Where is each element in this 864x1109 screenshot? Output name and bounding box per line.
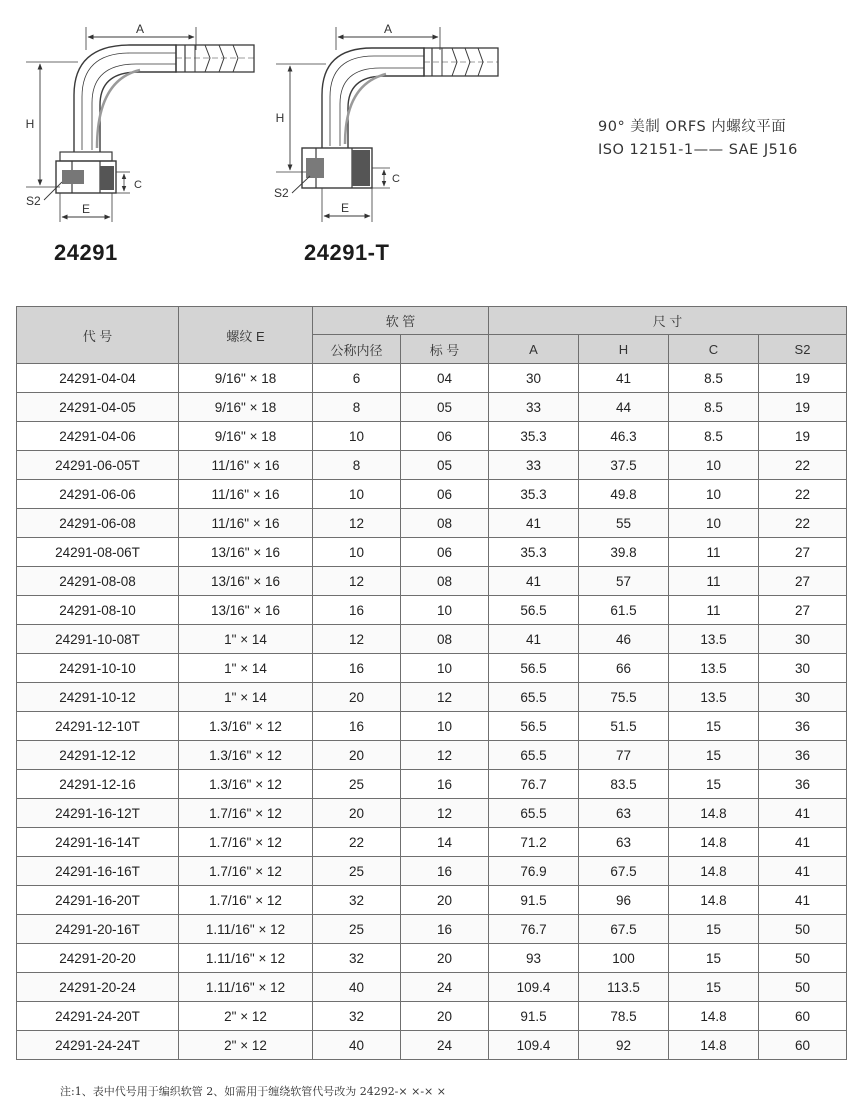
cell-a: 35.3 [489,538,579,567]
cell-s2: 41 [759,886,847,915]
cell-c: 15 [669,712,759,741]
figure-label-24291-T: 24291-T [304,240,390,265]
cell-hose-mark: 24 [401,1031,489,1060]
cell-s2: 36 [759,770,847,799]
cell-thread: 13/16" × 16 [179,538,313,567]
cell-thread: 1.3/16" × 12 [179,741,313,770]
cell-s2: 41 [759,799,847,828]
cell-thread: 1" × 14 [179,683,313,712]
cell-code: 24291-20-20 [17,944,179,973]
cell-h: 100 [579,944,669,973]
table-row [17,1002,847,1031]
cell-c: 11 [669,538,759,567]
fitting-drawing-24291 [26,27,254,222]
cell-s2: 41 [759,857,847,886]
table-row [17,944,847,973]
cell-code: 24291-16-12T [17,799,179,828]
cell-hose-dn: 10 [313,538,401,567]
dim-a-label-t: A [383,22,393,36]
cell-s2: 30 [759,683,847,712]
cell-hose-mark: 04 [401,364,489,393]
cell-s2: 41 [759,828,847,857]
cell-s2: 22 [759,451,847,480]
table-row [17,857,847,886]
cell-h: 51.5 [579,712,669,741]
cell-thread: 1.11/16" × 12 [179,915,313,944]
header-dimensions: 尺 寸 [489,307,847,335]
cell-hose-mark: 16 [401,857,489,886]
cell-code: 24291-06-06 [17,480,179,509]
cell-code: 24291-04-05 [17,393,179,422]
header-c: C [669,335,759,364]
cell-a: 76.9 [489,857,579,886]
cell-code: 24291-16-20T [17,886,179,915]
cell-hose-dn: 12 [313,567,401,596]
cell-thread: 1.11/16" × 12 [179,973,313,1002]
cell-a: 71.2 [489,828,579,857]
cell-a: 65.5 [489,741,579,770]
cell-hose-dn: 8 [313,451,401,480]
cell-a: 56.5 [489,596,579,625]
cell-thread: 1.7/16" × 12 [179,857,313,886]
cell-code: 24291-24-20T [17,1002,179,1031]
table-row [17,509,847,538]
table-row [17,770,847,799]
cell-hose-mark: 05 [401,393,489,422]
cell-s2: 30 [759,654,847,683]
cell-h: 39.8 [579,538,669,567]
cell-hose-dn: 40 [313,1031,401,1060]
cell-hose-dn: 20 [313,799,401,828]
cell-h: 66 [579,654,669,683]
cell-hose-dn: 32 [313,1002,401,1031]
table-row [17,451,847,480]
cell-hose-dn: 32 [313,886,401,915]
cell-s2: 19 [759,364,847,393]
cell-hose-mark: 20 [401,944,489,973]
cell-hose-mark: 08 [401,567,489,596]
cell-c: 8.5 [669,422,759,451]
cell-h: 46.3 [579,422,669,451]
dim-c-label-t: C [392,173,400,185]
cell-a: 33 [489,451,579,480]
cell-s2: 19 [759,422,847,451]
cell-hose-dn: 10 [313,480,401,509]
dimensions-table [16,306,847,1060]
cell-thread: 2" × 12 [179,1002,313,1031]
dim-h-label-t: H [275,111,285,125]
header-a: A [489,335,579,364]
cell-code: 24291-16-14T [17,828,179,857]
cell-thread: 1.7/16" × 12 [179,799,313,828]
cell-c: 15 [669,944,759,973]
cell-hose-dn: 12 [313,509,401,538]
cell-c: 11 [669,567,759,596]
cell-a: 35.3 [489,422,579,451]
cell-hose-dn: 6 [313,364,401,393]
cell-thread: 1.7/16" × 12 [179,886,313,915]
header-hose-dn: 公称内径 [313,335,401,364]
cell-code: 24291-12-10T [17,712,179,741]
cell-h: 67.5 [579,857,669,886]
cell-hose-dn: 22 [313,828,401,857]
cell-h: 41 [579,364,669,393]
cell-a: 56.5 [489,654,579,683]
cell-h: 55 [579,509,669,538]
footnote: 注:1、表中代号用于编织软管 2、如需用于缠绕软管代号改为 24292-× ×-× × [60,1085,446,1098]
cell-thread: 1.3/16" × 12 [179,712,313,741]
cell-a: 65.5 [489,799,579,828]
cell-a: 41 [489,567,579,596]
cell-thread: 13/16" × 16 [179,596,313,625]
cell-c: 15 [669,915,759,944]
cell-s2: 27 [759,567,847,596]
cell-c: 8.5 [669,393,759,422]
cell-h: 49.8 [579,480,669,509]
dim-c-label: C [134,179,142,191]
cell-hose-mark: 05 [401,451,489,480]
dim-s2-label-t: S2 [274,186,289,200]
cell-hose-mark: 20 [401,1002,489,1031]
cell-c: 15 [669,973,759,1002]
cell-a: 41 [489,625,579,654]
cell-s2: 60 [759,1002,847,1031]
table-body [17,364,847,1060]
cell-h: 46 [579,625,669,654]
cell-hose-mark: 10 [401,596,489,625]
cell-hose-mark: 24 [401,973,489,1002]
cell-a: 65.5 [489,683,579,712]
spec-line-2: ISO 12151-1—— SAE J516 [598,142,798,158]
cell-s2: 22 [759,480,847,509]
cell-thread: 1.7/16" × 12 [179,828,313,857]
cell-h: 75.5 [579,683,669,712]
cell-h: 92 [579,1031,669,1060]
cell-a: 35.3 [489,480,579,509]
cell-hose-dn: 25 [313,770,401,799]
cell-c: 14.8 [669,1031,759,1060]
cell-thread: 1.11/16" × 12 [179,944,313,973]
cell-hose-mark: 14 [401,828,489,857]
cell-s2: 50 [759,915,847,944]
cell-c: 15 [669,741,759,770]
cell-hose-mark: 06 [401,422,489,451]
dim-a-label: A [135,22,145,36]
cell-hose-dn: 10 [313,422,401,451]
cell-hose-dn: 12 [313,625,401,654]
header-thread: 螺纹 E [179,307,313,364]
header-hose-mark: 标 号 [401,335,489,364]
dim-e-label-t: E [340,201,350,215]
cell-code: 24291-06-05T [17,451,179,480]
cell-hose-mark: 12 [401,741,489,770]
figure-label-24291: 24291 [54,240,118,265]
cell-thread: 9/16" × 18 [179,422,313,451]
table-row [17,828,847,857]
cell-hose-mark: 10 [401,654,489,683]
cell-hose-dn: 25 [313,915,401,944]
cell-a: 91.5 [489,886,579,915]
table-row [17,712,847,741]
cell-hose-dn: 20 [313,683,401,712]
dim-h-label: H [25,117,35,131]
cell-thread: 11/16" × 16 [179,509,313,538]
cell-h: 67.5 [579,915,669,944]
cell-h: 78.5 [579,1002,669,1031]
cell-thread: 1" × 14 [179,654,313,683]
cell-s2: 60 [759,1031,847,1060]
cell-h: 83.5 [579,770,669,799]
cell-a: 93 [489,944,579,973]
cell-thread: 9/16" × 18 [179,364,313,393]
cell-thread: 1.3/16" × 12 [179,770,313,799]
cell-hose-dn: 16 [313,596,401,625]
cell-code: 24291-10-12 [17,683,179,712]
header-s2: S2 [759,335,847,364]
cell-thread: 9/16" × 18 [179,393,313,422]
cell-c: 10 [669,451,759,480]
cell-c: 10 [669,509,759,538]
cell-h: 77 [579,741,669,770]
cell-hose-dn: 25 [313,857,401,886]
table-row [17,886,847,915]
cell-h: 44 [579,393,669,422]
cell-h: 96 [579,886,669,915]
cell-s2: 22 [759,509,847,538]
table-row [17,625,847,654]
cell-hose-mark: 16 [401,915,489,944]
cell-c: 14.8 [669,886,759,915]
cell-hose-mark: 08 [401,625,489,654]
cell-c: 8.5 [669,364,759,393]
cell-c: 13.5 [669,683,759,712]
cell-code: 24291-20-16T [17,915,179,944]
cell-hose-mark: 08 [401,509,489,538]
cell-a: 30 [489,364,579,393]
table-row [17,567,847,596]
cell-hose-mark: 16 [401,770,489,799]
cell-thread: 11/16" × 16 [179,451,313,480]
table-row [17,422,847,451]
cell-code: 24291-08-06T [17,538,179,567]
cell-hose-dn: 8 [313,393,401,422]
cell-code: 24291-08-08 [17,567,179,596]
cell-a: 109.4 [489,973,579,1002]
cell-a: 33 [489,393,579,422]
cell-hose-mark: 12 [401,683,489,712]
cell-a: 76.7 [489,915,579,944]
table-row [17,654,847,683]
cell-c: 14.8 [669,828,759,857]
table-row [17,973,847,1002]
cell-a: 109.4 [489,1031,579,1060]
cell-code: 24291-16-16T [17,857,179,886]
cell-code: 24291-20-24 [17,973,179,1002]
cell-code: 24291-08-10 [17,596,179,625]
cell-a: 76.7 [489,770,579,799]
cell-hose-mark: 06 [401,538,489,567]
cell-c: 10 [669,480,759,509]
cell-hose-dn: 16 [313,712,401,741]
cell-code: 24291-10-08T [17,625,179,654]
cell-a: 41 [489,509,579,538]
cell-thread: 13/16" × 16 [179,567,313,596]
cell-c: 15 [669,770,759,799]
header-code: 代 号 [17,307,179,364]
cell-h: 113.5 [579,973,669,1002]
cell-c: 13.5 [669,625,759,654]
table-row [17,741,847,770]
cell-h: 57 [579,567,669,596]
cell-s2: 30 [759,625,847,654]
cell-s2: 27 [759,538,847,567]
cell-c: 13.5 [669,654,759,683]
cell-code: 24291-10-10 [17,654,179,683]
cell-code: 24291-04-06 [17,422,179,451]
cell-a: 91.5 [489,1002,579,1031]
cell-code: 24291-06-08 [17,509,179,538]
table-row [17,799,847,828]
cell-h: 37.5 [579,451,669,480]
table-row [17,683,847,712]
cell-c: 11 [669,596,759,625]
cell-c: 14.8 [669,1002,759,1031]
cell-code: 24291-24-24T [17,1031,179,1060]
cell-hose-mark: 20 [401,886,489,915]
cell-c: 14.8 [669,799,759,828]
cell-code: 24291-04-04 [17,364,179,393]
dim-e-label: E [81,202,91,216]
cell-h: 63 [579,799,669,828]
cell-s2: 27 [759,596,847,625]
cell-s2: 36 [759,712,847,741]
table-row [17,364,847,393]
table-row [17,393,847,422]
cell-thread: 11/16" × 16 [179,480,313,509]
table-row [17,915,847,944]
cell-hose-dn: 32 [313,944,401,973]
cell-code: 24291-12-12 [17,741,179,770]
header-h: H [579,335,669,364]
header-hose: 软 管 [313,307,489,335]
cell-h: 63 [579,828,669,857]
cell-h: 61.5 [579,596,669,625]
cell-s2: 50 [759,944,847,973]
table-row [17,1031,847,1060]
spec-line-1: 90° 美制 ORFS 内螺纹平面 [598,119,787,135]
cell-hose-dn: 40 [313,973,401,1002]
cell-hose-mark: 10 [401,712,489,741]
fitting-drawing-24291-T [276,27,498,222]
table-row [17,480,847,509]
cell-c: 14.8 [669,857,759,886]
cell-s2: 50 [759,973,847,1002]
dim-s2-label: S2 [26,194,41,208]
table-row [17,596,847,625]
cell-hose-dn: 20 [313,741,401,770]
cell-a: 56.5 [489,712,579,741]
cell-hose-mark: 06 [401,480,489,509]
table-row [17,538,847,567]
cell-thread: 1" × 14 [179,625,313,654]
cell-s2: 19 [759,393,847,422]
cell-hose-mark: 12 [401,799,489,828]
cell-code: 24291-12-16 [17,770,179,799]
cell-s2: 36 [759,741,847,770]
cell-thread: 2" × 12 [179,1031,313,1060]
cell-hose-dn: 16 [313,654,401,683]
